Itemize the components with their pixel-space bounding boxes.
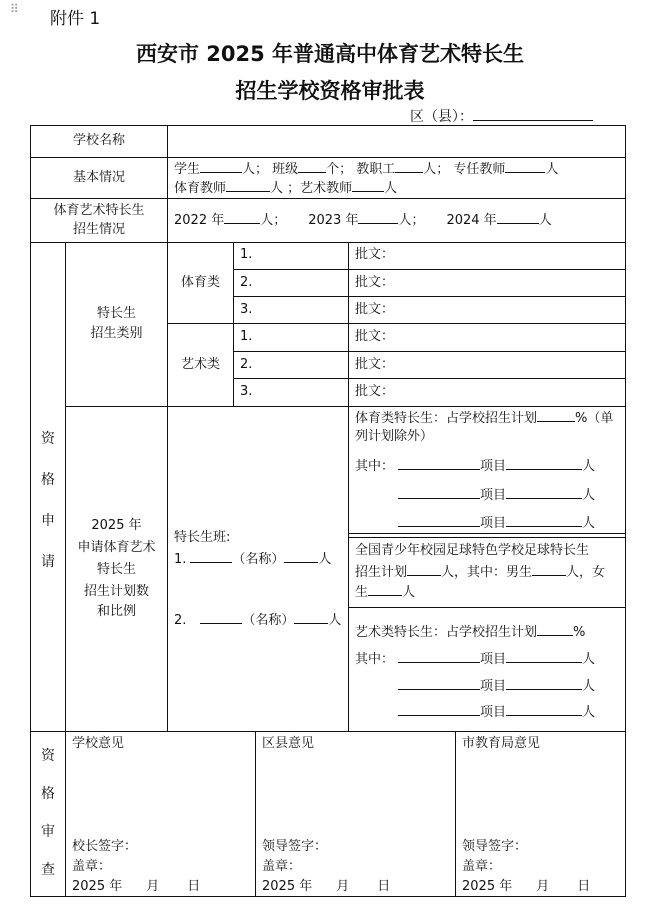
project-count-blank[interactable] — [506, 703, 582, 716]
sports-project-row — [398, 514, 595, 533]
sports-plan-line-1 — [355, 409, 613, 428]
date-month: 月 — [336, 879, 350, 894]
sports-category-label: 体育类 — [180, 275, 220, 290]
sports-plan-line-2: 列计划除外） — [355, 429, 434, 444]
project-name-blank[interactable] — [398, 514, 480, 527]
person-unit: 人； — [398, 213, 425, 228]
person-unit: 人 — [402, 585, 416, 600]
form-title-line-1: 西安市 2025 年普通高中体育艺术特长生 — [135, 42, 525, 66]
arts-item-number: 3. — [240, 384, 253, 399]
project-name-blank[interactable] — [398, 486, 480, 499]
project-name-blank[interactable] — [398, 677, 480, 690]
plan-label-line: 和比例 — [96, 604, 136, 619]
date-day: 日 — [377, 879, 391, 894]
class-title: 特长生班: — [174, 530, 231, 545]
person-unit: 人； — [260, 213, 287, 228]
date-month: 月 — [536, 879, 550, 894]
project-label: 项目 — [480, 705, 507, 720]
person-unit: 人 — [582, 459, 596, 474]
football-male-label: 人，其中：男生 — [441, 565, 533, 580]
sports-percent-blank[interactable] — [537, 409, 575, 422]
football-total-blank[interactable] — [407, 563, 441, 576]
review-district-signature: 领导签字： — [262, 839, 328, 854]
review-district-title: 区县意见 — [262, 736, 315, 751]
among-label: 其中： — [355, 459, 395, 474]
district-field[interactable] — [410, 106, 593, 126]
sports-item-number: 3. — [240, 302, 253, 317]
project-name-blank[interactable] — [398, 650, 480, 663]
person-unit: 人 — [582, 488, 596, 503]
project-label: 项目 — [480, 459, 507, 474]
percent-unit: % — [573, 625, 586, 640]
person-unit: 人 — [582, 705, 596, 720]
review-district-date — [262, 878, 390, 896]
sports-item-number: 1. — [240, 247, 253, 262]
class-count-blank[interactable] — [200, 611, 242, 624]
arts-plan-line-1 — [355, 623, 585, 642]
date-year: 2025 年 — [262, 879, 313, 894]
review-school-stamp: 盖章： — [72, 859, 112, 874]
approval-label: 批文： — [355, 247, 395, 262]
review-vertical-label: 资 格 审 查 — [41, 748, 55, 878]
sports-item-number: 2. — [240, 275, 253, 290]
person-unit: 人 — [582, 652, 596, 667]
sports-plan-text: 体育类特长生：占学校招生计划 — [355, 411, 538, 426]
class-line-1 — [174, 550, 331, 569]
football-male-blank[interactable] — [532, 563, 566, 576]
percent-unit: %（单 — [575, 411, 614, 426]
application-vertical-label: 资 格 申 请 — [41, 431, 55, 570]
category-label-line-2: 招生类别 — [90, 326, 143, 341]
drag-handle-icon[interactable]: ⠿ — [10, 2, 20, 16]
sports-project-row — [398, 486, 595, 505]
person-unit: 人 — [328, 613, 342, 628]
approval-label: 批文： — [355, 357, 395, 372]
date-month: 月 — [146, 879, 160, 894]
arts-project-row — [398, 703, 595, 722]
date-day: 日 — [187, 879, 201, 894]
approval-label: 批文： — [355, 302, 395, 317]
football-female-blank[interactable] — [368, 583, 402, 596]
plan-label-line: 2025 年 — [91, 518, 142, 533]
arts-item-number: 2. — [240, 357, 253, 372]
class-person-blank[interactable] — [294, 611, 328, 624]
plan-label-line: 特长生 — [96, 562, 136, 577]
among-label: 其中： — [355, 652, 395, 667]
history-years — [174, 211, 552, 230]
project-count-blank[interactable] — [506, 650, 582, 663]
teachers-blank[interactable] — [505, 160, 545, 173]
person-unit: 人 — [582, 516, 596, 531]
students-label: 学生 — [174, 162, 201, 177]
history-label-line-2: 招生情况 — [72, 222, 125, 237]
year-2024-label: 2024 年 — [446, 213, 497, 228]
class-number: 1. — [174, 552, 187, 567]
review-district-stamp: 盖章： — [262, 859, 302, 874]
football-female-label: 人，女 — [566, 565, 606, 580]
plan-label-line: 申请体育艺术 — [77, 540, 156, 555]
art-teachers-blank[interactable] — [352, 179, 384, 192]
arts-project-row — [355, 650, 595, 669]
basic-info-line-1 — [174, 160, 558, 179]
project-label: 项目 — [480, 488, 507, 503]
plan-label-line: 招生计划数 — [83, 584, 149, 599]
basic-info-label: 基本情况 — [72, 170, 125, 185]
school-name-field[interactable] — [170, 130, 622, 154]
project-count-blank[interactable] — [506, 457, 582, 470]
project-name-blank[interactable] — [398, 457, 480, 470]
approval-label: 批文： — [355, 384, 395, 399]
basic-info-line-2 — [174, 179, 397, 198]
football-line-2 — [355, 563, 605, 582]
form-title-line-2: 招生学校资格审批表 — [235, 79, 425, 103]
year-2022-blank[interactable] — [224, 211, 260, 224]
football-female-label-end: 生 — [355, 585, 369, 600]
football-line-3 — [355, 583, 415, 602]
review-school-title: 学校意见 — [72, 736, 125, 751]
arts-category-label: 艺术类 — [180, 357, 220, 372]
approval-label: 批文： — [355, 329, 395, 344]
football-plan-label: 招生计划 — [355, 565, 408, 580]
review-school-signature: 校长签字： — [72, 839, 138, 854]
year-2024-blank[interactable] — [497, 211, 539, 224]
person-unit: 人 — [318, 552, 332, 567]
class-name-label: （名称） — [242, 613, 295, 628]
history-label-line-1: 体育艺术特长生 — [53, 203, 145, 218]
attachment-label: 附件 1 — [50, 9, 101, 29]
year-2022-label: 2022 年 — [174, 213, 225, 228]
date-year: 2025 年 — [462, 879, 513, 894]
school-name-label: 学校名称 — [72, 133, 125, 148]
project-count-blank[interactable] — [506, 677, 582, 690]
project-count-blank[interactable] — [506, 486, 582, 499]
staff-label: 个； 教职工 — [326, 162, 396, 177]
person-unit: 人 — [582, 679, 596, 694]
pe-teachers-label: 体育教师 — [174, 181, 227, 196]
class-name-label: （名称） — [232, 552, 285, 567]
class-person-blank[interactable] — [284, 550, 318, 563]
sports-project-row — [355, 457, 595, 476]
review-city-stamp: 盖章： — [462, 859, 502, 874]
pe-teachers-blank[interactable] — [226, 179, 270, 192]
class-number: 2. — [174, 613, 187, 628]
arts-plan-text: 艺术类特长生：占学校招生计划 — [355, 625, 538, 640]
review-city-date — [462, 878, 590, 896]
date-day: 日 — [577, 879, 591, 894]
person-unit: 人 — [538, 213, 552, 228]
project-count-blank[interactable] — [506, 514, 582, 527]
project-label: 项目 — [480, 679, 507, 694]
district-label: 区（县）： — [410, 109, 473, 125]
project-label: 项目 — [480, 516, 507, 531]
project-label: 项目 — [480, 652, 507, 667]
staff-blank[interactable] — [395, 160, 423, 173]
class-line-2 — [174, 611, 341, 630]
review-school-date — [72, 878, 200, 896]
teachers-label: 人； 专任教师 — [423, 162, 506, 177]
approval-label: 批文： — [355, 275, 395, 290]
project-name-blank[interactable] — [398, 703, 480, 716]
art-teachers-label: 人 ；艺术教师 — [270, 181, 353, 196]
person-unit: 人 — [384, 181, 398, 196]
review-city-signature: 领导签字： — [462, 839, 528, 854]
category-label-line-1: 特长生 — [96, 306, 136, 321]
class-count-blank[interactable] — [190, 550, 232, 563]
date-year: 2025 年 — [72, 879, 123, 894]
football-line-1: 全国青少年校园足球特色学校足球特长生 — [355, 543, 590, 558]
classes-label: 人； 班级 — [242, 162, 299, 177]
arts-percent-blank[interactable] — [537, 623, 573, 636]
year-2023-label: 2023 年 — [308, 213, 359, 228]
person-unit: 人 — [545, 162, 559, 177]
arts-project-row — [398, 677, 595, 696]
year-2023-blank[interactable] — [358, 211, 398, 224]
students-blank[interactable] — [200, 160, 242, 173]
district-blank[interactable] — [473, 107, 593, 121]
review-city-title: 市教育局意见 — [462, 736, 541, 751]
classes-blank[interactable] — [298, 160, 326, 173]
arts-item-number: 1. — [240, 329, 253, 344]
